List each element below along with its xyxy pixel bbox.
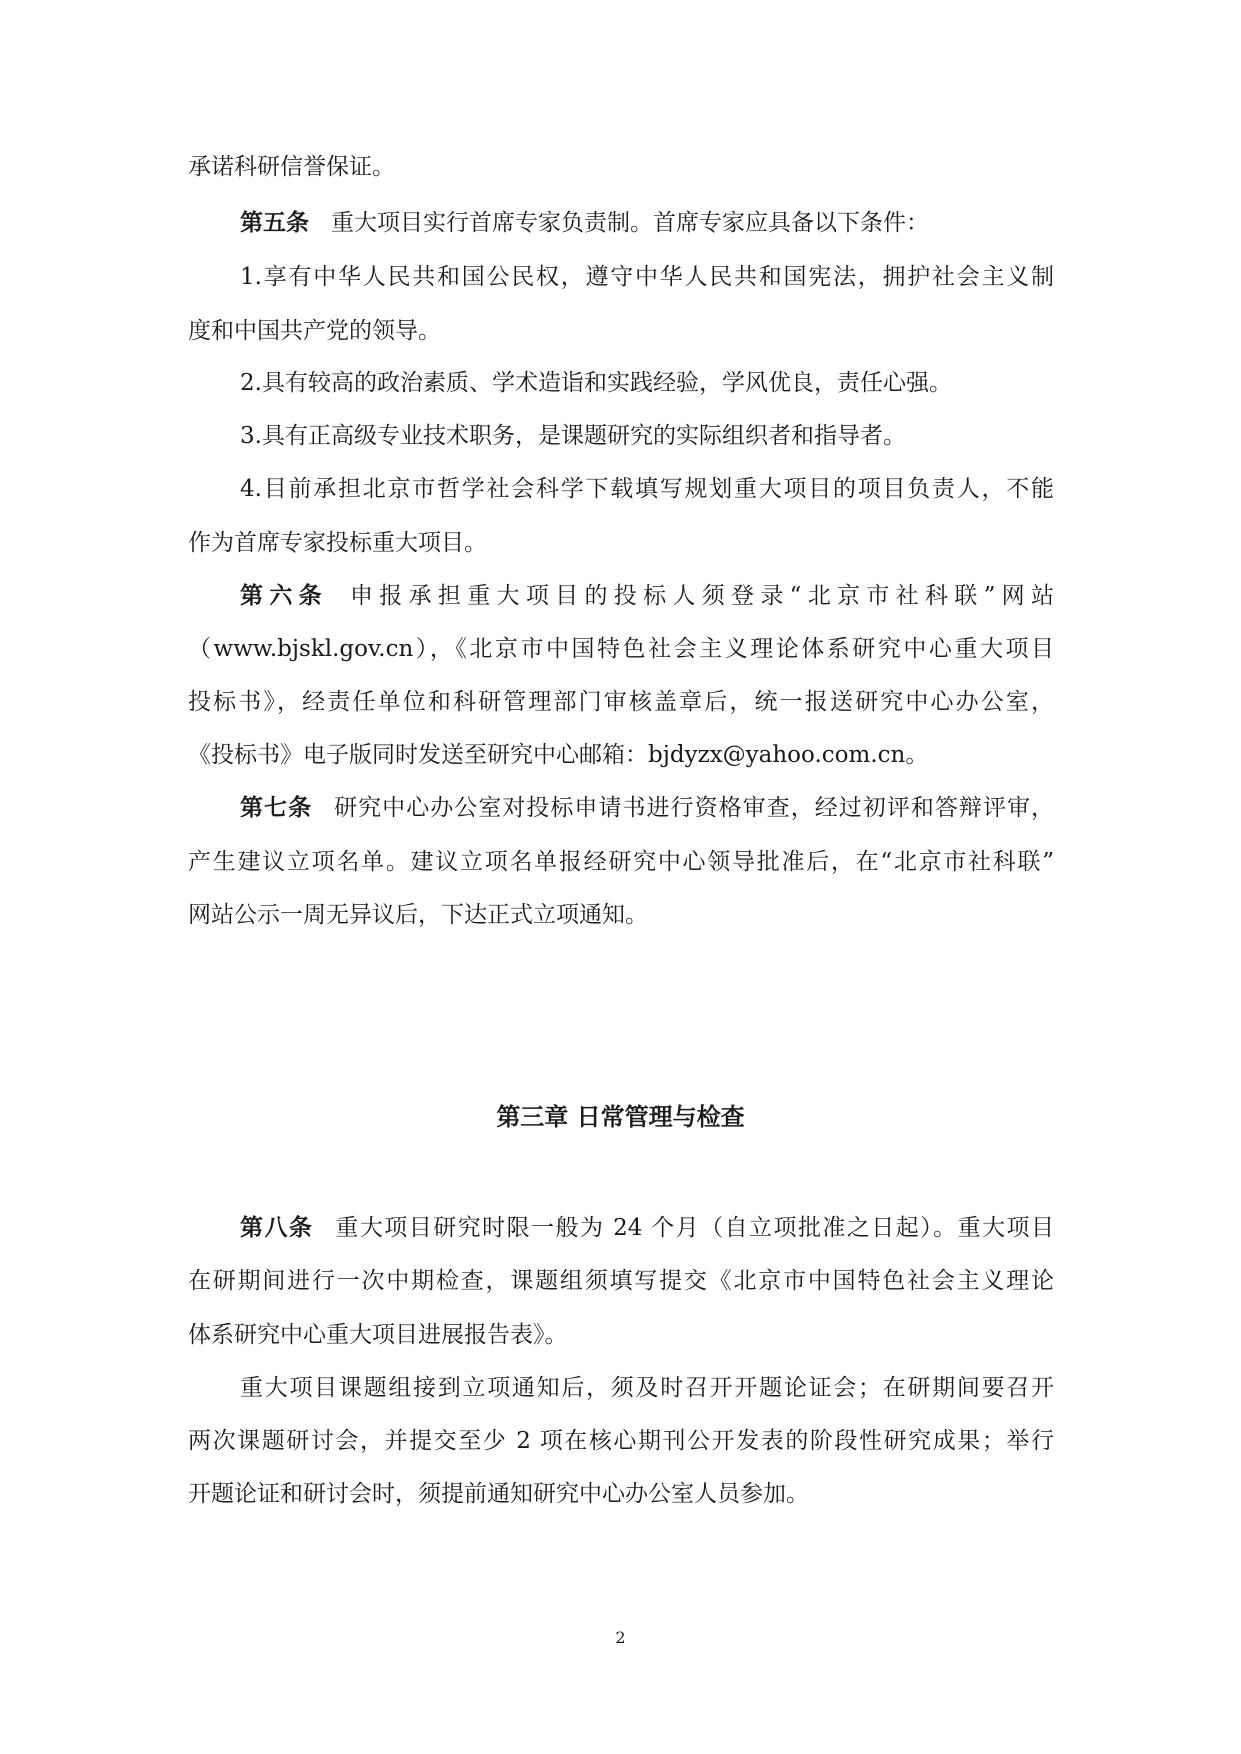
text-line: 度和中国共产党的领导。 xyxy=(188,318,441,344)
text-line: 产生建议立项名单。建议立项名单报经研究中心领导批准后，在“北京市社科联” xyxy=(188,849,1054,875)
text-line: 1.享有中华人民共和国公民权，遵守中华人民共和国宪法，拥护社会主义制 xyxy=(240,264,1054,290)
text-line: 4.目前承担北京市哲学社会科学下载填写规划重大项目的项目负责人，不能 xyxy=(240,476,1054,502)
article-7-line xyxy=(240,793,1054,823)
article-5-heading: 第五条 xyxy=(240,209,309,236)
text-line: （www.bjskl.gov.cn），《北京市中国特色社会主义理论体系研究中心重大项目 xyxy=(188,636,1054,662)
text-line: 网站公示一周无异议后，下达正式立项通知。 xyxy=(188,902,648,928)
text-line: 2.具有较高的政治素质、学术造诣和实践经验，学风优良，责任心强。 xyxy=(240,370,952,396)
text-line: 两次课题研讨会，并提交至少 2 项在核心期刊公开发表的阶段性研究成果；举行 xyxy=(188,1428,1054,1454)
page-number: 2 xyxy=(615,1628,626,1647)
text-line: 体系研究中心重大项目进展报告表》。 xyxy=(188,1322,568,1348)
text-line: 在研期间进行一次中期检查，课题组须填写提交《北京市中国特色社会主义理论 xyxy=(188,1268,1054,1294)
article-5-line xyxy=(240,208,1054,238)
text-line: 重大项目课题组接到立项通知后，须及时召开开题论证会；在研期间要召开 xyxy=(240,1375,1054,1401)
article-6-text: 申报承担重大项目的投标人须登录“北京市社科联”网站 xyxy=(349,583,1054,609)
article-7-heading: 第七条 xyxy=(240,794,313,821)
article-8-heading: 第八条 xyxy=(240,1214,314,1241)
text-line: 开题论证和研讨会时，须提前通知研究中心办公室人员参加。 xyxy=(188,1481,809,1507)
text-line: 投标书》，经责任单位和科研管理部门审核盖章后，统一报送研究中心办公室， xyxy=(188,689,1054,715)
article-7-text: 研究中心办公室对投标申请书进行资格审查，经过初评和答辩评审， xyxy=(334,795,1054,821)
article-8-text: 重大项目研究时限一般为 24 个月（自立项批准之日起）。重大项目 xyxy=(335,1215,1054,1241)
chapter-heading: 第三章 日常管理与检查 xyxy=(496,1102,745,1131)
article-6-heading: 第六条 xyxy=(240,582,328,609)
text-line: 3.具有正高级专业技术职务，是课题研究的实际组织者和指导者。 xyxy=(240,423,906,449)
text-line: 承诺科研信誉保证。 xyxy=(188,154,395,180)
article-8-line xyxy=(240,1213,1054,1243)
article-5-text: 重大项目实行首席专家负责制。首席专家应具备以下条件： xyxy=(331,210,929,236)
article-6-line xyxy=(240,581,1054,611)
text-line: 《投标书》电子版同时发送至研究中心邮箱：bjdyzx@yahoo.com.cn。 xyxy=(188,742,929,768)
text-line: 作为首席专家投标重大项目。 xyxy=(188,530,487,556)
